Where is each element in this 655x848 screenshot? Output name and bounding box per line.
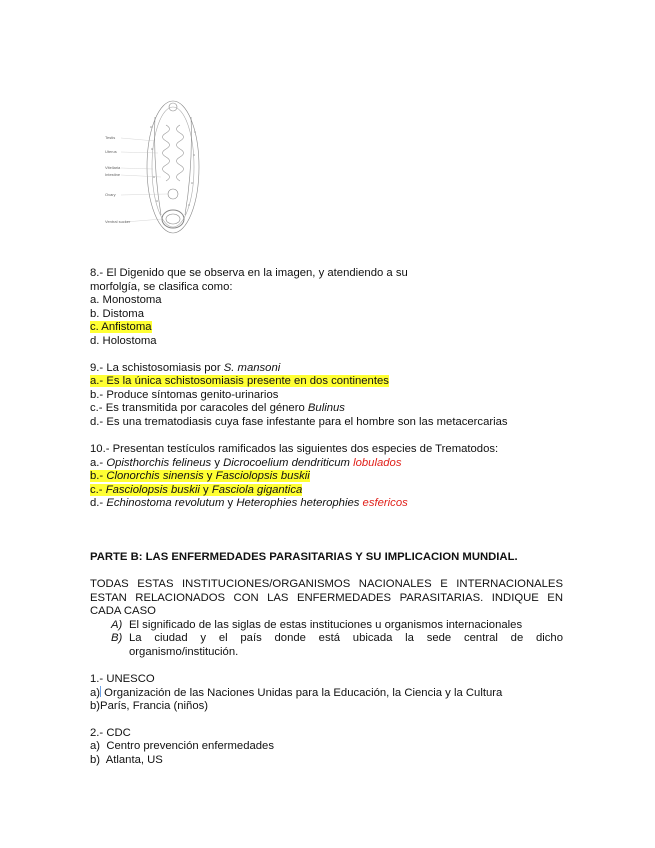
q10-option-d-note: esfericos bbox=[362, 497, 408, 509]
q9-option-c: c.- Es transmitida por caracoles del género Bulinus bbox=[90, 402, 345, 414]
parte-b-intro-line1: TODAS ESTAS INSTITUCIONES/ORGANISMOS NACIONALES E INTERNACIONALES bbox=[90, 578, 563, 590]
parte-b-item-a: El significado de las siglas de estas instituciones u organismos internacionales bbox=[129, 619, 523, 631]
q8-option-b: b. Distoma bbox=[90, 308, 144, 320]
q10-option-c: c.- Fasciolopsis buskii y Fasciola gigantica bbox=[90, 484, 303, 496]
unesco-answer-a: a) Organización de las Naciones Unidas para la Educación, la Ciencia y la Cultura bbox=[90, 687, 503, 699]
q8-option-c: c. Anfistoma bbox=[90, 321, 152, 333]
figure-label-vitellaria: Vitellaria bbox=[105, 165, 121, 170]
q9-option-d: d.- Es una trematodiasis cuya fase infestante para el hombre son las metacercarias bbox=[90, 416, 508, 428]
q9-stem: 9.- La schistosomiasis por S. mansoni bbox=[90, 362, 281, 374]
q9-option-b: b.- Produce síntomas genito-urinarios bbox=[90, 389, 279, 401]
parte-b-item-b-line1: La ciudad y el país donde está ubicada la sede central de dicho bbox=[129, 632, 563, 644]
figure-label-uterus: Uterus bbox=[105, 149, 117, 154]
parte-b-intro-line2: ESTAN RELACIONADOS CON LAS ENFERMEDADES PARASITARIAS. INDIQUE EN bbox=[90, 592, 563, 604]
cdc-answer-a: a) Centro prevención enfermedades bbox=[90, 740, 274, 752]
cdc-answer-b: b) Atlanta, US bbox=[90, 754, 163, 766]
q10-stem: 10.- Presentan testículos ramificados las siguientes dos especies de Trematodos: bbox=[90, 443, 499, 455]
figure-label-intestine: Intestine bbox=[105, 172, 121, 177]
parte-b-item-b-line2: organismo/institución. bbox=[129, 646, 239, 658]
figure-label-ventral-sucker: Ventral sucker bbox=[105, 219, 131, 224]
q8-option-d: d. Holostoma bbox=[90, 335, 157, 347]
q9-option-a: a.- Es la única schistosomiasis presente en dos continentes bbox=[90, 375, 389, 387]
parte-b-item-a-marker: A) bbox=[111, 619, 123, 631]
q10-option-d: d.- Echinostoma revolutum y Heterophies heterophies esfericos bbox=[90, 497, 408, 509]
q10-option-a-note: lobulados bbox=[353, 457, 402, 469]
q8-option-a: a. Monostoma bbox=[90, 294, 162, 306]
q10-option-b: b.- Clonorchis sinensis y Fasciolopsis buskii bbox=[90, 470, 310, 482]
trematode-figure bbox=[103, 97, 213, 237]
q8-stem-line2: morfolgía, se clasifica como: bbox=[90, 281, 233, 293]
parte-b-item-b-marker: B) bbox=[111, 632, 123, 644]
cdc-title: 2.- CDC bbox=[90, 727, 131, 739]
unesco-title: 1.- UNESCO bbox=[90, 673, 155, 685]
parte-b-heading: PARTE B: LAS ENFERMEDADES PARASITARIAS Y SU IMPLICACION MUNDIAL. bbox=[90, 551, 518, 563]
parte-b-intro-line3: CADA CASO bbox=[90, 605, 156, 617]
q8-stem-line1: 8.- El Digenido que se observa en la imagen, y atendiendo a su bbox=[90, 267, 408, 279]
q10-option-a: a.- Opisthorchis felineus y Dicrocoelium dendriticum lobulados bbox=[90, 457, 402, 469]
figure-label-ovary: Ovary bbox=[105, 192, 116, 197]
unesco-answer-b: b)París, Francia (niños) bbox=[90, 700, 209, 712]
figure-label-testis: Testis bbox=[105, 135, 116, 140]
